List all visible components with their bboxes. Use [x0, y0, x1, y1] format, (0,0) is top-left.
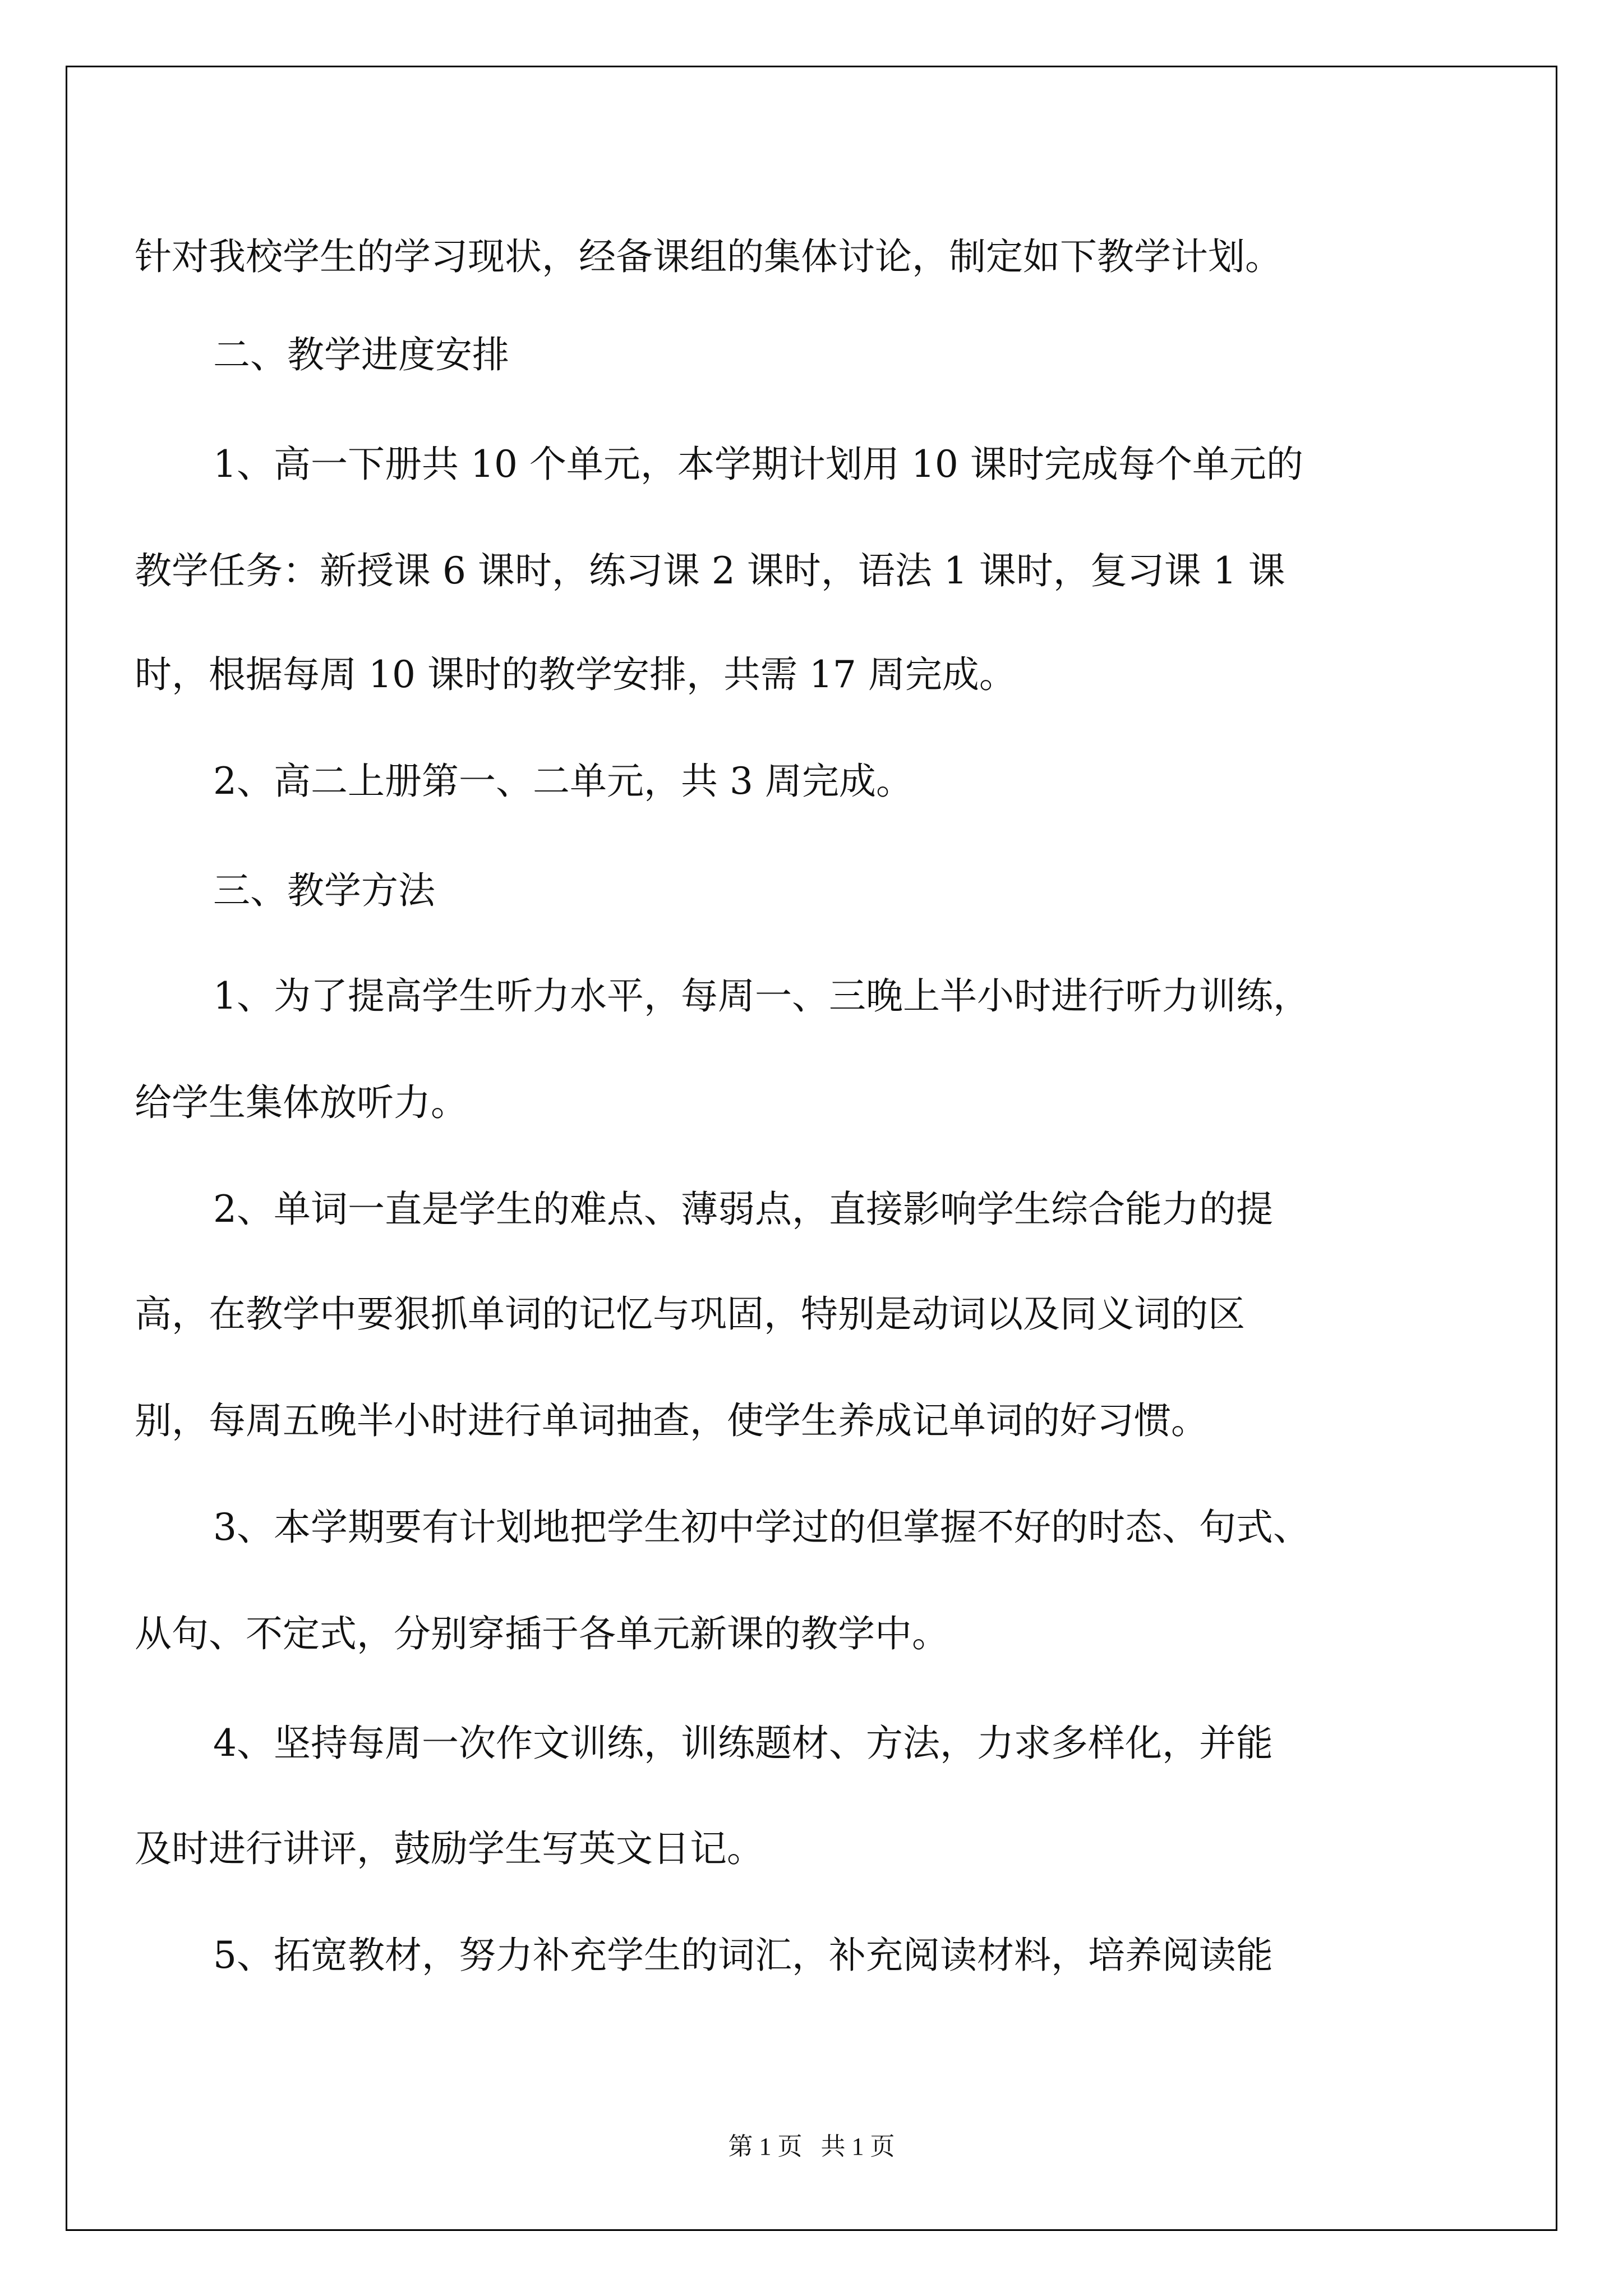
text-line: 给学生集体放听力。 [135, 1081, 468, 1124]
section-heading: 三、教学方法 [213, 869, 435, 912]
text-line: 从句、不定式，分别穿插于各单元新课的教学中。 [135, 1612, 949, 1655]
text-line: 时，根据每周 10 课时的教学安排，共需 17 周完成。 [135, 653, 1016, 696]
text-line: 3、本学期要有计划地把学生初中学过的但掌握不好的时态、句式、 [213, 1506, 1310, 1549]
page-number-footer: 第 1 页 共 1 页 [728, 2133, 895, 2160]
text-line: 4、坚持每周一次作文训练，训练题材、方法，力求多样化，并能 [213, 1722, 1273, 1765]
text-line: 及时进行讲评，鼓励学生写英文日记。 [135, 1827, 764, 1870]
text-line: 教学任务：新授课 6 课时，练习课 2 课时，语法 1 课时，复习课 1 课 [135, 549, 1285, 592]
section-heading: 二、教学进度安排 [213, 333, 509, 376]
text-line: 1、高一下册共 10 个单元，本学期计划用 10 课时完成每个单元的 [213, 443, 1303, 486]
text-line: 5、拓宽教材，努力补充学生的词汇，补充阅读材料，培养阅读能 [213, 1934, 1273, 1977]
text-line: 2、单词一直是学生的难点、薄弱点，直接影响学生综合能力的提 [213, 1188, 1273, 1231]
text-line: 高，在教学中要狠抓单词的记忆与巩固，特别是动词以及同义词的区 [135, 1292, 1245, 1336]
page-border [66, 66, 1557, 2231]
text-line: 针对我校学生的学习现状，经备课组的集体讨论，制定如下教学计划。 [135, 235, 1282, 278]
text-line: 1、为了提高学生听力水平，每周一、三晚上半小时进行听力训练， [213, 974, 1310, 1018]
text-line: 2、高二上册第一、二单元，共 3 周完成。 [213, 760, 913, 803]
text-line: 别，每周五晚半小时进行单词抽查，使学生养成记单词的好习惯。 [135, 1399, 1208, 1442]
